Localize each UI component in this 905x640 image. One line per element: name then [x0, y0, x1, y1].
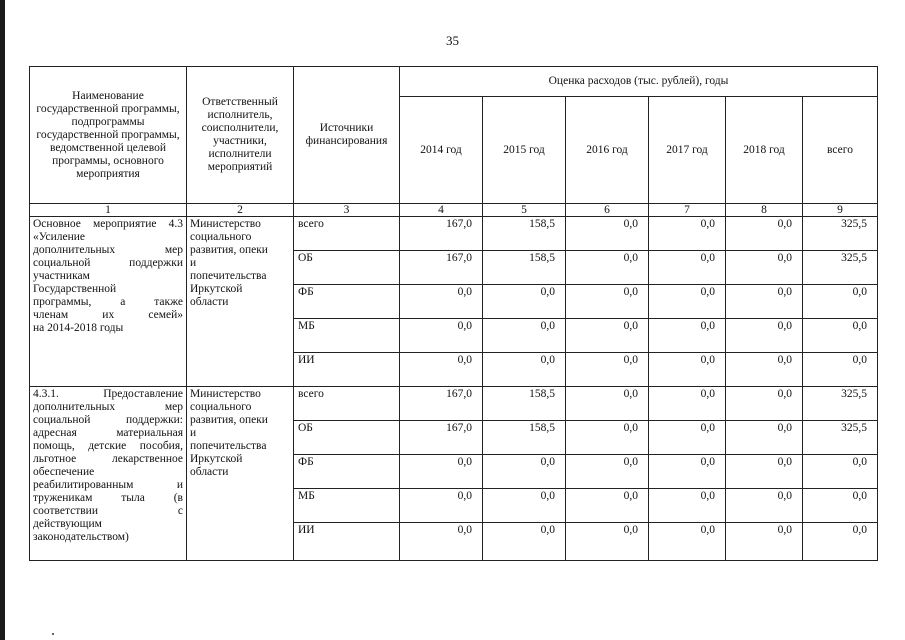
year-value: 167,0: [400, 387, 483, 421]
executor-line: Иркутской: [190, 283, 243, 295]
year-value: 0,0: [400, 489, 483, 523]
funding-source: ИИ: [294, 523, 400, 561]
activity-name-line: 4.3.1. Предоставление: [33, 388, 183, 400]
column-number: 5: [483, 204, 566, 217]
executor-line: Министерство: [190, 388, 261, 400]
activity-name-line: «Усиление: [33, 231, 86, 243]
funding-source: ОБ: [294, 421, 400, 455]
header-estimate-text: Оценка расходов (тыс. рублей), годы: [548, 75, 729, 88]
year-value: 167,0: [400, 421, 483, 455]
activity-name-line: Государственной: [33, 283, 117, 295]
activity-name-line: соответствии с: [33, 505, 183, 517]
total-value: 325,5: [803, 217, 878, 251]
year-value: 0,0: [566, 217, 649, 251]
funding-source: МБ: [294, 319, 400, 353]
year-value: 0,0: [649, 217, 726, 251]
executor-line: области: [190, 466, 229, 478]
year-value: 0,0: [649, 523, 726, 561]
year-value: 0,0: [726, 251, 803, 285]
year-value: 0,0: [483, 489, 566, 523]
year-value: 0,0: [566, 285, 649, 319]
activity-name-line: обеспечение: [33, 466, 95, 478]
scan-edge: [0, 0, 5, 640]
column-number: 2: [187, 204, 294, 217]
column-number: 9: [803, 204, 878, 217]
funding-source: ОБ: [294, 251, 400, 285]
header-row-top: [30, 67, 878, 97]
executor-line: Иркутской: [190, 453, 243, 465]
page-number: 35: [446, 33, 459, 48]
year-value: 0,0: [649, 421, 726, 455]
executor-line: и: [190, 427, 197, 439]
executor-line: и: [190, 257, 197, 269]
activity-name-line: адресная материальная: [33, 427, 183, 439]
header-executor: Ответственный исполнитель, соисполнители, участники, исполнители мероприятий: [187, 67, 294, 204]
table-row: [30, 217, 878, 251]
year-value: 0,0: [483, 319, 566, 353]
year-value: 0,0: [649, 319, 726, 353]
year-value: 158,5: [483, 251, 566, 285]
year-value: 0,0: [566, 387, 649, 421]
executor-line: развития, опеки: [190, 244, 268, 256]
activity-name-line: членам их семей»: [33, 309, 183, 321]
year-value: 0,0: [649, 489, 726, 523]
year-value: 158,5: [483, 217, 566, 251]
total-value: 325,5: [803, 421, 878, 455]
column-number: 7: [649, 204, 726, 217]
table-body: [30, 217, 878, 561]
activity-name-line: социальной поддержки: [33, 257, 183, 269]
year-value: 0,0: [483, 353, 566, 387]
total-value: 0,0: [803, 455, 878, 489]
year-value: 0,0: [566, 455, 649, 489]
column-number: 8: [726, 204, 803, 217]
expense-table: [29, 66, 878, 561]
executor-line: развития, опеки: [190, 414, 268, 426]
year-value: 0,0: [726, 353, 803, 387]
year-value: 0,0: [649, 387, 726, 421]
year-value: 0,0: [649, 285, 726, 319]
total-value: 0,0: [803, 285, 878, 319]
column-number: 4: [400, 204, 483, 217]
year-value: 0,0: [400, 353, 483, 387]
scan-speck: [52, 633, 54, 635]
year-value: 0,0: [726, 523, 803, 561]
funding-source: всего: [294, 217, 400, 251]
activity-name-line: реабилитированным и: [33, 479, 183, 491]
executor-line: попечительства: [190, 440, 267, 452]
activity-name-line: Основное мероприятие 4.3: [33, 218, 183, 230]
year-value: 0,0: [726, 387, 803, 421]
year-value: 0,0: [400, 523, 483, 561]
column-number: 3: [294, 204, 400, 217]
executor-line: попечительства: [190, 270, 267, 282]
year-value: 0,0: [566, 489, 649, 523]
activity-name-line: льготное лекарственное: [33, 453, 183, 465]
table-row: [30, 387, 878, 421]
total-value: 0,0: [803, 523, 878, 561]
year-value: 0,0: [566, 421, 649, 455]
total-value: 0,0: [803, 319, 878, 353]
funding-source: ИИ: [294, 353, 400, 387]
year-value: 0,0: [483, 523, 566, 561]
year-value: 0,0: [400, 319, 483, 353]
year-value: 0,0: [400, 285, 483, 319]
activity-name: [30, 387, 187, 561]
year-value: 0,0: [726, 421, 803, 455]
header-source: Источники финансирования: [294, 67, 400, 204]
year-value: 0,0: [400, 455, 483, 489]
header-name: Наименование государственной программы, подпрограммы государственной программы, ведомственной целевой программы, основного мероприятия: [30, 67, 187, 204]
activity-name-line: труженикам тыла (в: [33, 492, 183, 504]
activity-name-line: на 2014-2018 годы: [33, 322, 124, 334]
activity-name-line: участникам: [33, 270, 90, 282]
column-number: 1: [30, 204, 187, 217]
activity-name-line: законодательством): [33, 531, 129, 543]
year-value: 167,0: [400, 251, 483, 285]
year-value: 0,0: [566, 251, 649, 285]
funding-source: ФБ: [294, 455, 400, 489]
year-value: 158,5: [483, 421, 566, 455]
funding-source: ФБ: [294, 285, 400, 319]
executor-line: социального: [190, 401, 252, 413]
activity-name-line: социальной поддержки:: [33, 414, 183, 426]
header-year: 2015 год: [483, 97, 566, 204]
year-value: 0,0: [649, 251, 726, 285]
total-value: 325,5: [803, 387, 878, 421]
year-value: 0,0: [726, 285, 803, 319]
column-number: 6: [566, 204, 649, 217]
executor-line: Министерство: [190, 218, 261, 230]
year-value: 0,0: [726, 217, 803, 251]
activity-name: [30, 217, 187, 387]
funding-source: всего: [294, 387, 400, 421]
total-value: 325,5: [803, 251, 878, 285]
header-total: всего: [803, 97, 878, 204]
activity-name-line: программы, а также: [33, 296, 183, 308]
year-value: 0,0: [566, 319, 649, 353]
year-value: 0,0: [483, 455, 566, 489]
year-value: 0,0: [566, 523, 649, 561]
column-number-row: [30, 204, 878, 217]
total-value: 0,0: [803, 353, 878, 387]
year-value: 0,0: [483, 285, 566, 319]
year-value: 0,0: [726, 489, 803, 523]
year-value: 0,0: [566, 353, 649, 387]
executor-line: области: [190, 296, 229, 308]
activity-name-line: действующим: [33, 518, 102, 530]
year-value: 0,0: [726, 319, 803, 353]
header-estimate: [400, 67, 878, 97]
header-year: 2016 год: [566, 97, 649, 204]
executor: [187, 387, 294, 561]
year-value: 0,0: [726, 455, 803, 489]
header-year: 2017 год: [649, 97, 726, 204]
header-year: 2014 год: [400, 97, 483, 204]
year-value: 158,5: [483, 387, 566, 421]
header-year: 2018 год: [726, 97, 803, 204]
activity-name-line: дополнительных мер: [33, 244, 183, 256]
activity-name-line: дополнительных мер: [33, 401, 183, 413]
year-value: 0,0: [649, 353, 726, 387]
executor-line: социального: [190, 231, 252, 243]
total-value: 0,0: [803, 489, 878, 523]
year-value: 0,0: [649, 455, 726, 489]
activity-name-line: помощь, детские пособия,: [33, 440, 183, 452]
executor: [187, 217, 294, 387]
year-value: 167,0: [400, 217, 483, 251]
funding-source: МБ: [294, 489, 400, 523]
